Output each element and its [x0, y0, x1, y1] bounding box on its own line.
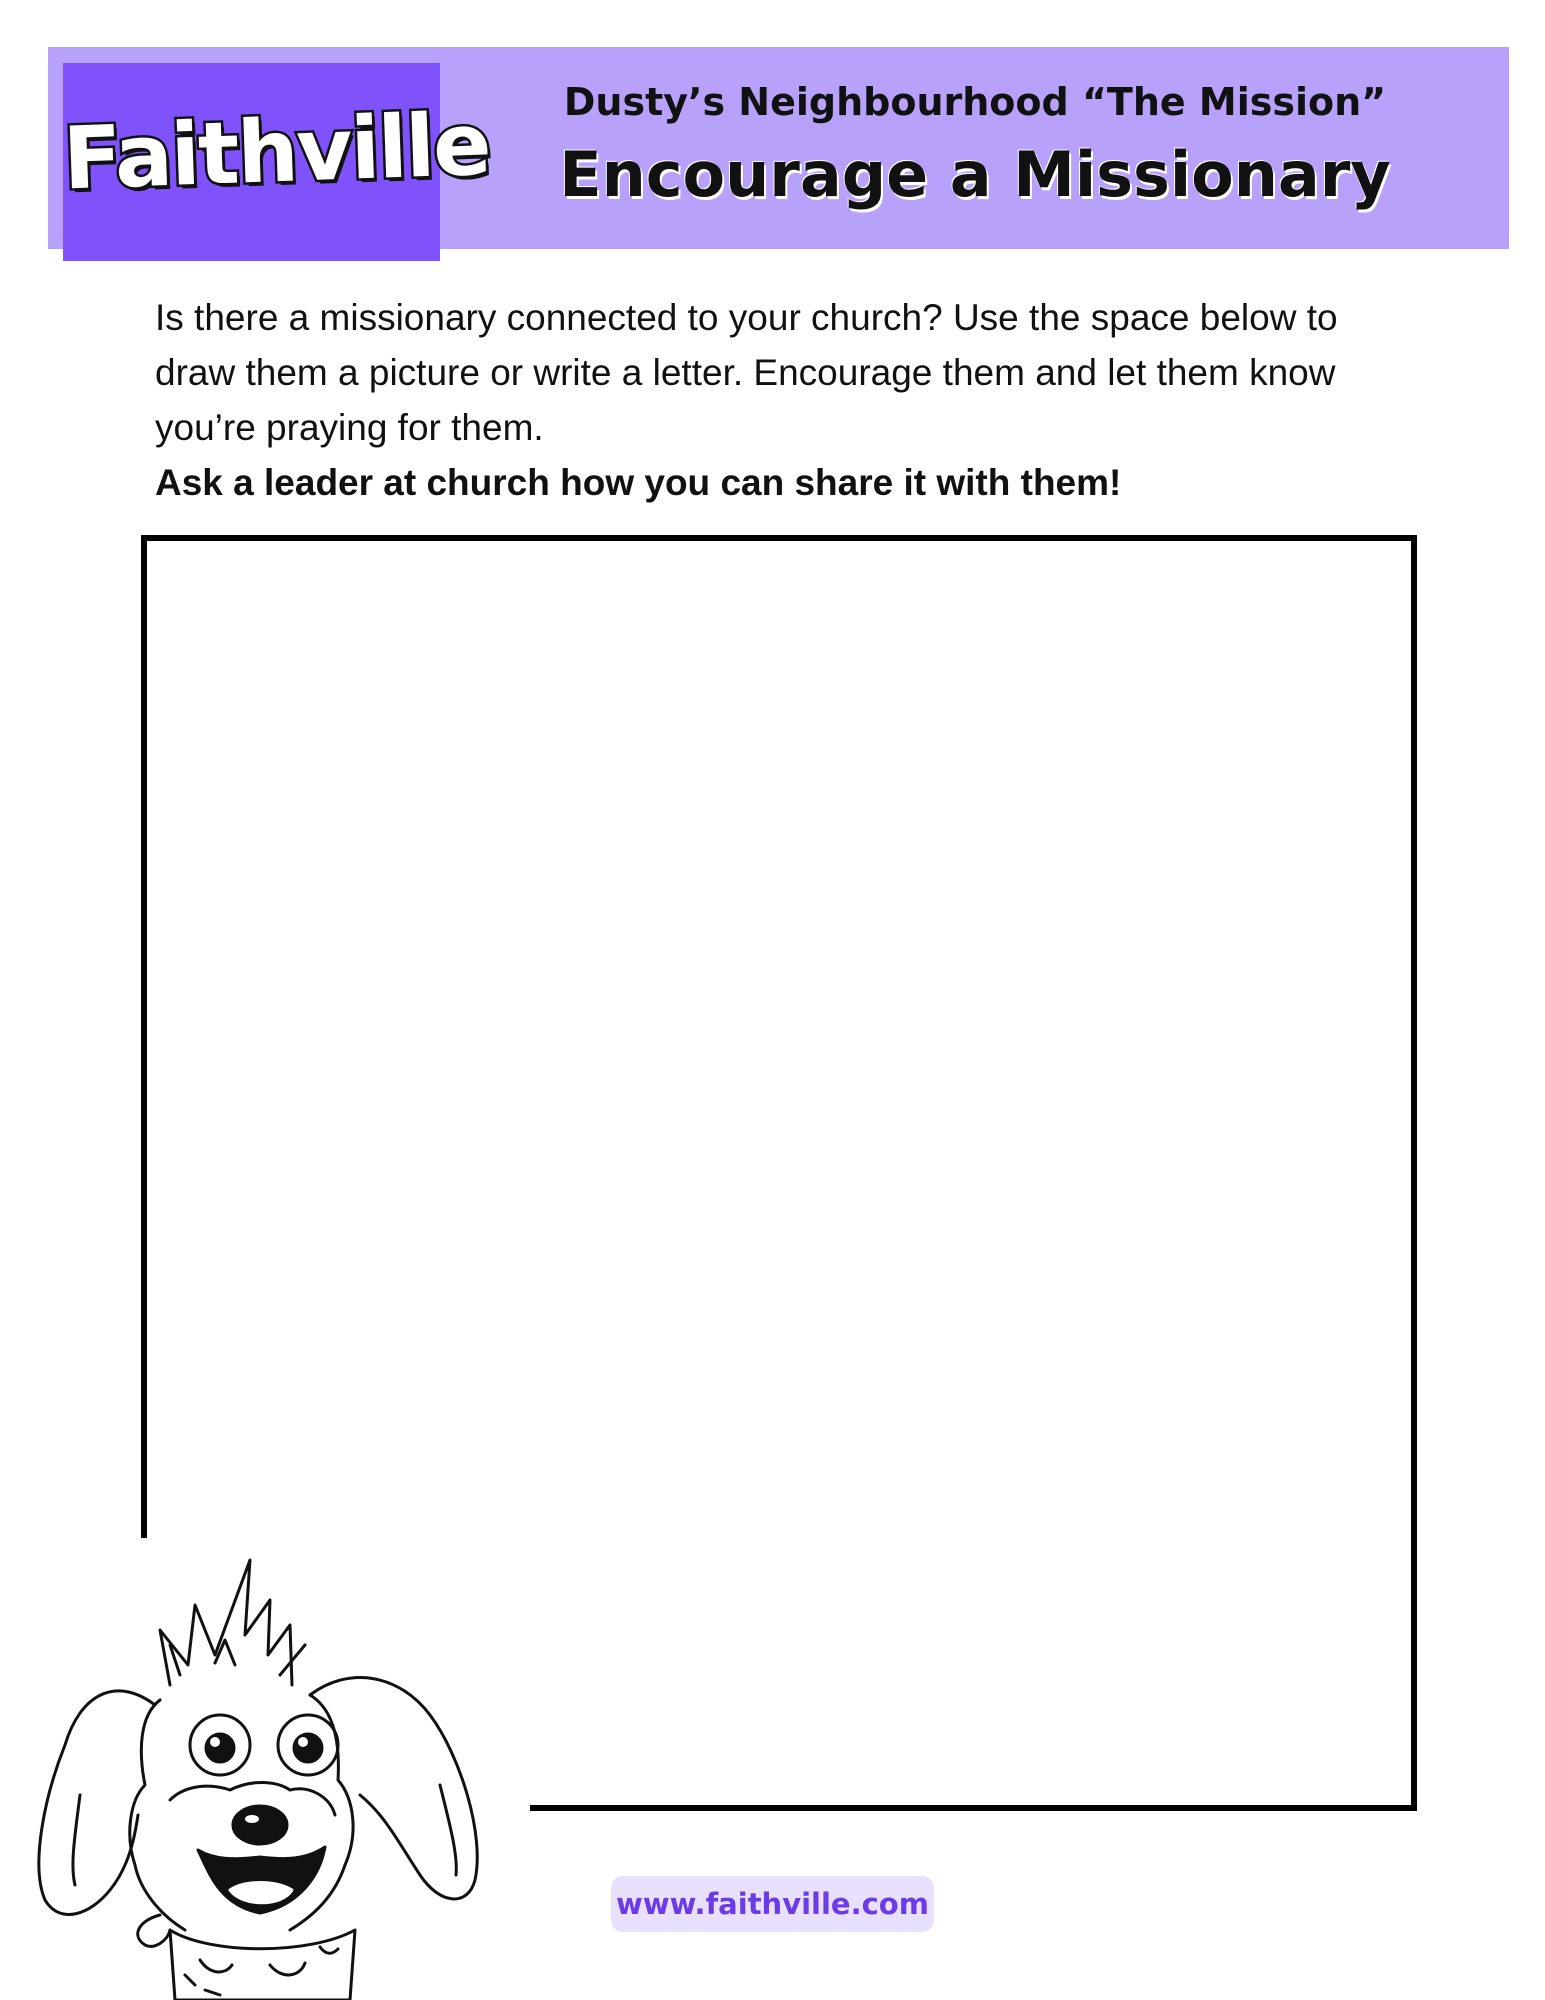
- logo-text: Faithville: [61, 94, 491, 210]
- page-subtitle: Dusty’s Neighbourhood “The Mission”: [563, 80, 1387, 124]
- instructions-bold-line: Ask a leader at church how you can share it with them!: [155, 462, 1122, 503]
- instructions-paragraph: Is there a missionary connected to your church? Use the space below to draw them a picture or write a letter. Encourage them and let them know you’re praying for them.: [155, 297, 1338, 448]
- faithville-logo[interactable]: [61, 63, 491, 261]
- dog-character-icon: [20, 1535, 500, 2000]
- instructions: [155, 290, 1395, 510]
- page-title: Encourage a Missionary: [559, 138, 1391, 211]
- website-text[interactable]: www.faithville.com: [616, 1887, 929, 1921]
- website-link[interactable]: [611, 1876, 934, 1932]
